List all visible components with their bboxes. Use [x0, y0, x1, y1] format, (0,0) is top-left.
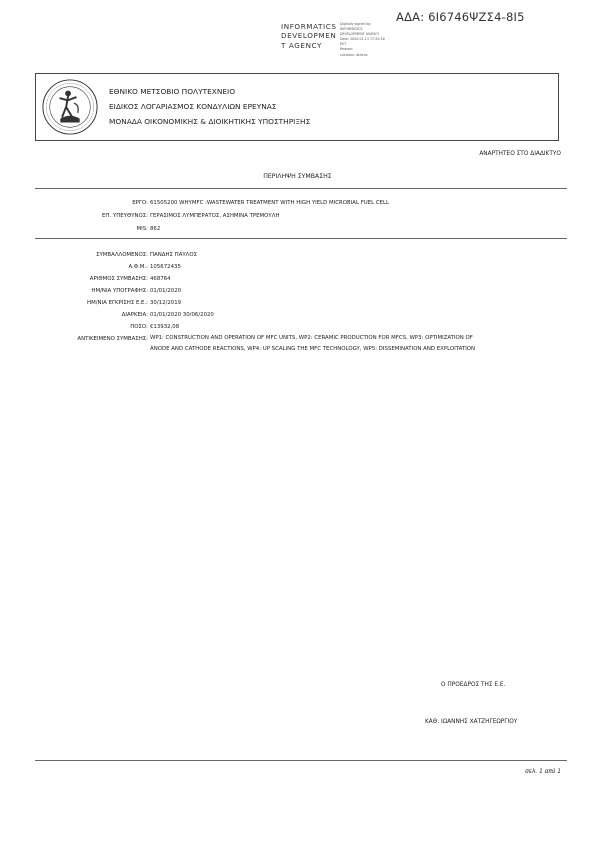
institution-unit: ΜΟΝΑΔΑ ΟΙΚΟΝΟΜΙΚΗΣ & ΔΙΟΙΚΗΤΙΚΗΣ ΥΠΟΣΤΗΡΙΞΗΣ [109, 117, 311, 126]
approval-date-value: 30/12/2019 [150, 300, 182, 306]
document-title: ΠΕΡΙΛΗΨΗ ΣΥΜΒΑΣΗΣ [263, 173, 332, 180]
mis-label: MIS: [136, 226, 148, 232]
signing-date-label: ΗΜ/ΝΙΑ ΥΠΟΓΡΑΦΗΣ: [91, 288, 148, 294]
amount-label: ΠΟΣΟ: [130, 324, 148, 330]
afm-value: 105672435 [150, 264, 181, 270]
posted-note: ΑΝΑΡΤΗΤΕΟ ΣΤΟ ΔΙΑΔΙΚΤΥΟ [479, 151, 561, 157]
duration-value: 01/01/2020 30/06/2020 [150, 312, 214, 318]
divider [35, 188, 567, 189]
contractor-label: ΣΥΜΒΑΛΛΟΜΕΝΟΣ: [96, 252, 148, 258]
approval-date-label: ΗΜ/ΝΙΑ ΕΓΚΡΙΣΗΣ Ε.Ε.: [87, 300, 148, 306]
contract-subject-label: ΑΝΤΙΚΕΙΜΕΝΟ ΣΥΜΒΑΣΗΣ: [77, 336, 148, 342]
supervisor-label: ΕΠ. ΥΠΕΥΘΥΝΟΣ: [102, 213, 148, 219]
duration-label: ΔΙΑΡΚΕΙΑ: [121, 312, 148, 318]
contract-number-value: 468764 [150, 276, 171, 282]
divider [35, 238, 567, 239]
mis-value: 862 [150, 226, 161, 232]
president-title: Ο ΠΡΟΕΔΡΟΣ ΤΗΣ Ε.Ε. [441, 682, 506, 688]
footer-divider [35, 760, 567, 761]
afm-label: Α.Φ.Μ.: [128, 264, 148, 270]
amount-value: €13932,08 [150, 324, 180, 330]
ada-code: ΑΔΑ: 6Ι6746ΨΖΣ4-8Ι5 [396, 10, 525, 24]
signing-date-value: 01/01/2020 [150, 288, 182, 294]
university-seal-icon [41, 78, 99, 136]
page-number: σελ. 1 από 1 [525, 769, 561, 775]
project-value: 61505200 WHYMFC :WASTEWATER TREATMENT WITH HIGH YIELD MICROBIAL FUEL CELL [150, 200, 390, 206]
contract-subject-value: WP1: CONSTRUCTION AND OPERATION OF MFC UNITS, WP2: CERAMIC PRODUCTION FOR MFCS, WP3: OPTIMIZATION OF ANODE AND CATHODE REACTIONS, WP4: UP SCALING THE MFC TECHNOLOGY, WP5: DISSEMINATION AND EXPLOITATION [150, 335, 476, 352]
institution-name: ΕΘΝΙΚΟ ΜΕΤΣΟΒΙΟ ΠΟΛΥΤΕΧΝΕΙΟ [109, 87, 236, 96]
supervisor-value: ΓΕΡΑΣΙΜΟΣ ΛΥΜΠΕΡΑΤΟΣ, ΑΣΗΜΙΝΑ ΤΡΕΜΟΥΛΗ [150, 213, 280, 219]
project-label: ΕΡΓΟ: [132, 200, 148, 206]
contractor-value: ΠΑΝΔΗΣ ΠΑΥΛΟΣ [150, 252, 198, 258]
contract-number-label: ΑΡΙΘΜΟΣ ΣΥΜΒΑΣΗΣ: [89, 276, 148, 282]
president-name: ΚΑΘ. ΙΩΑΝΝΗΣ ΧΑΤΖΗΓΕΩΡΓΙΟΥ [425, 719, 518, 725]
signature-name: INFORMATICS DEVELOPMEN T AGENCY [281, 22, 337, 50]
signature-details: Digitally signed by INFORMATICS DEVELOPMENT AGENCY Date: 2020.01.13 17:20:16 EET Reason: Location: Athens [340, 22, 385, 57]
institution-account: ΕΙΔΙΚΟΣ ΛΟΓΑΡΙΑΣΜΟΣ ΚΟΝΔΥΛΙΩΝ ΕΡΕΥΝΑΣ [109, 102, 277, 111]
